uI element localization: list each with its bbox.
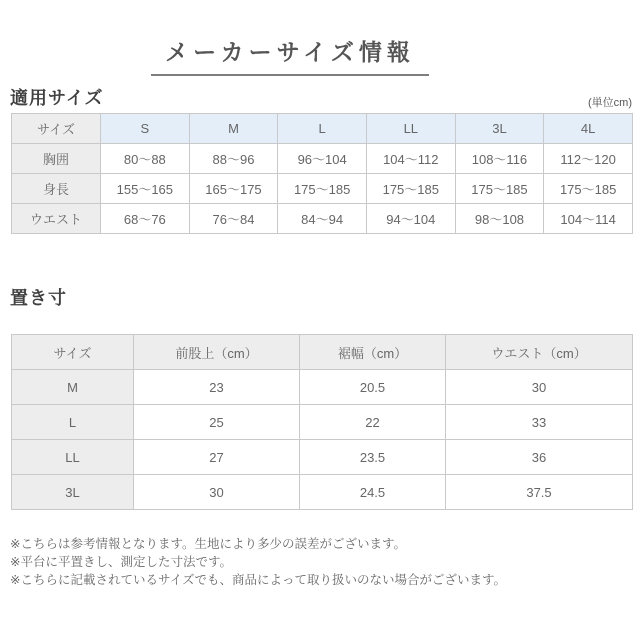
size-range-cell: 175〜185: [455, 174, 544, 204]
flat-measurements-heading: 置き寸: [10, 288, 67, 308]
row-header-l: L: [12, 405, 134, 440]
size-range-cell: 88〜96: [189, 144, 278, 174]
measurement-cell: 27: [134, 440, 300, 475]
size-range-cell: 104〜114: [544, 204, 633, 234]
table-row-ll: [12, 440, 633, 475]
footnote: ※平台に平置きし、測定した寸法です。: [10, 555, 232, 569]
size-range-cell: 76〜84: [189, 204, 278, 234]
applicable-sizes-table: [11, 113, 633, 234]
row-header-3l: 3L: [12, 475, 134, 510]
measurement-cell: 30: [134, 475, 300, 510]
size-range-cell: 80〜88: [101, 144, 190, 174]
table-row-chest: [12, 144, 633, 174]
column-header-size: サイズ: [12, 335, 134, 370]
table-row-waist: [12, 204, 633, 234]
page-header: [0, 0, 580, 76]
size-range-cell: 175〜185: [544, 174, 633, 204]
size-range-cell: 104〜112: [366, 144, 455, 174]
measurement-cell: 20.5: [300, 370, 446, 405]
size-range-cell: 94〜104: [366, 204, 455, 234]
table-header-row: [12, 335, 633, 370]
column-header-front-rise: 前股上（cm）: [134, 335, 300, 370]
row-header-height: 身長: [12, 174, 101, 204]
measurement-cell: 30: [446, 370, 633, 405]
table-row-l: [12, 405, 633, 440]
footnote: ※こちらは参考情報となります。生地により多少の誤差がございます。: [10, 537, 406, 551]
measurement-cell: 33: [446, 405, 633, 440]
column-header-m: M: [189, 114, 278, 144]
size-range-cell: 112〜120: [544, 144, 633, 174]
flat-measurements-table: [11, 334, 633, 510]
column-header-l: L: [278, 114, 367, 144]
measurement-cell: 37.5: [446, 475, 633, 510]
size-range-cell: 175〜185: [366, 174, 455, 204]
row-header-waist: ウエスト: [12, 204, 101, 234]
row-header-m: M: [12, 370, 134, 405]
size-range-cell: 68〜76: [101, 204, 190, 234]
measurement-cell: 23: [134, 370, 300, 405]
row-header-chest: 胸囲: [12, 144, 101, 174]
column-header-3l: 3L: [455, 114, 544, 144]
column-header-size: サイズ: [12, 114, 101, 144]
applicable-sizes-header: [10, 84, 632, 110]
column-header-hem-width: 裾幅（cm）: [300, 335, 446, 370]
table-row-height: [12, 174, 633, 204]
size-range-cell: 155〜165: [101, 174, 190, 204]
measurement-cell: 22: [300, 405, 446, 440]
column-header-waist: ウエスト（cm）: [446, 335, 633, 370]
unit-label: (単位cm): [588, 97, 632, 109]
measurement-cell: 25: [134, 405, 300, 440]
footnote: ※こちらに記載されているサイズでも、商品によって取り扱いのない場合がございます。: [10, 573, 506, 587]
measurement-cell: 36: [446, 440, 633, 475]
footnotes: [10, 537, 630, 587]
table-row-3l: [12, 475, 633, 510]
size-range-cell: 96〜104: [278, 144, 367, 174]
table-row-m: [12, 370, 633, 405]
page-title: メーカーサイズ情報: [151, 34, 429, 76]
measurement-cell: 23.5: [300, 440, 446, 475]
flat-measurements-header: [10, 284, 632, 310]
measurement-cell: 24.5: [300, 475, 446, 510]
column-header-ll: LL: [366, 114, 455, 144]
size-range-cell: 108〜116: [455, 144, 544, 174]
column-header-4l: 4L: [544, 114, 633, 144]
row-header-ll: LL: [12, 440, 134, 475]
table-header-row: [12, 114, 633, 144]
size-range-cell: 175〜185: [278, 174, 367, 204]
applicable-sizes-heading: 適用サイズ: [10, 88, 104, 108]
size-range-cell: 84〜94: [278, 204, 367, 234]
column-header-s: S: [101, 114, 190, 144]
size-range-cell: 165〜175: [189, 174, 278, 204]
size-range-cell: 98〜108: [455, 204, 544, 234]
